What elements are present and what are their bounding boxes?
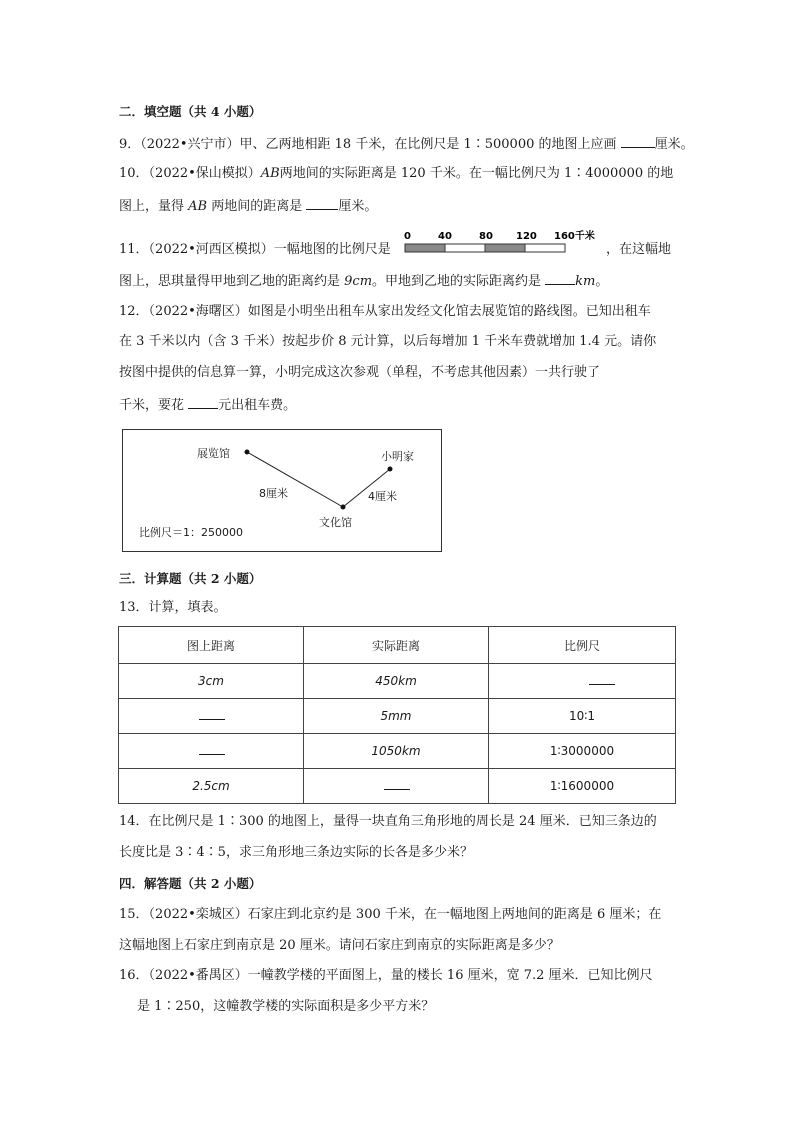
label-culture: 文化馆 xyxy=(319,516,352,529)
section-heading-calc: 三．计算题（共 2 小题） xyxy=(119,571,262,586)
cell-actual-distance[interactable] xyxy=(304,769,489,804)
scale-table xyxy=(118,626,676,804)
scale-bar-figure xyxy=(404,228,604,258)
route-diagram xyxy=(122,429,442,552)
q11-unit: km xyxy=(575,274,596,289)
cell-value: 5mm xyxy=(380,709,412,723)
cell-value: 1∶1600000 xyxy=(549,779,615,793)
answer-blank[interactable] xyxy=(199,744,225,755)
col-header-scale: 比例尺 xyxy=(489,627,676,664)
q12-answer-blank[interactable] xyxy=(188,394,218,409)
section-heading-solve: 四．解答题（共 2 小题） xyxy=(119,876,262,891)
cell-map-distance[interactable] xyxy=(119,734,304,769)
col-header-map-distance: 图上距离 xyxy=(119,627,304,664)
table-row xyxy=(119,769,676,804)
label-distance-8: 8厘米 xyxy=(259,487,288,500)
table-row xyxy=(119,734,676,769)
table-row xyxy=(119,699,676,734)
question-14-line1: 14．在比例尺是 1∶300 的地图上，量得一块直角三角形地的周长是 24 厘米．已知三条边的 xyxy=(119,814,657,829)
table-header-row xyxy=(119,627,676,664)
q11-line2-text: 图上，思琪量得甲地到乙地的距离约是 xyxy=(119,274,345,289)
question-11-line1 xyxy=(119,240,391,260)
q10-text: 10．（2022•保山模拟） xyxy=(119,166,261,181)
cell-value: 2.5cm xyxy=(192,779,230,793)
cell-map-distance xyxy=(119,769,304,804)
question-16-line2: 是 1∶250，这幢教学楼的实际面积是多少平方米？ xyxy=(137,999,435,1014)
q12-line4-suffix: 元出租车费。 xyxy=(218,398,297,413)
cell-map-distance[interactable] xyxy=(119,699,304,734)
q10-var: AB xyxy=(260,166,280,181)
q10-suffix: 厘米。 xyxy=(338,199,378,214)
q9-suffix: 厘米。 xyxy=(654,137,694,152)
question-16-line1: 16．（2022•番禺区）一幢教学楼的平面图上，量的楼长 16 厘米，宽 7.2 厘米．已知比例尺 xyxy=(119,968,653,983)
cell-scale xyxy=(489,734,676,769)
cell-actual-distance xyxy=(304,699,489,734)
table-row xyxy=(119,664,676,699)
scale-segment-4 xyxy=(525,244,565,252)
q11-end: 。 xyxy=(595,274,609,289)
cell-value: 1∶3000000 xyxy=(549,744,615,758)
label-scale: 比例尺＝1：250000 xyxy=(139,526,243,539)
q9-answer-blank[interactable] xyxy=(621,133,655,148)
q12-line4-prefix: 千米，要花 xyxy=(119,398,189,413)
cell-value: 10∶1 xyxy=(568,709,596,723)
question-11-line2 xyxy=(119,270,608,292)
q11-var: 9cm xyxy=(344,274,373,289)
answer-blank[interactable] xyxy=(384,779,410,790)
question-12-line4 xyxy=(119,394,296,416)
cell-map-distance xyxy=(119,664,304,699)
scale-segment-1 xyxy=(405,244,445,252)
question-12-line1: 12．（2022•海曙区）如图是小明坐出租车从家出发经文化馆去展览馆的路线图。已知出租车 xyxy=(119,304,651,319)
q11-line2-mid: 。甲地到乙地的实际距离约是 xyxy=(372,274,546,289)
section-heading-fill: 二．填空题（共 4 小题） xyxy=(119,104,262,119)
question-13: 13．计算，填表。 xyxy=(119,600,227,615)
scale-segment-3 xyxy=(485,244,525,252)
q11-answer-blank[interactable] xyxy=(545,270,575,285)
question-12-line2: 在 3 千米以内（含 3 千米）按起步价 8 元计算，以后每增加 1 千米车费就增加 1.4 元。请你 xyxy=(119,334,657,349)
question-10-line1 xyxy=(119,164,673,184)
q11-text: 11．（2022•河西区模拟）一幅地图的比例尺是 xyxy=(119,242,391,257)
exhibition-point xyxy=(245,450,250,455)
question-10-line2 xyxy=(119,195,377,217)
q10-line2-prefix: 图上，量得 xyxy=(119,199,189,214)
cell-scale xyxy=(489,699,676,734)
label-distance-4: 4厘米 xyxy=(368,490,397,503)
q10-answer-blank[interactable] xyxy=(306,195,338,210)
scale-tick-0: 0 xyxy=(404,231,411,242)
cell-scale[interactable] xyxy=(489,664,676,699)
cell-actual-distance xyxy=(304,664,489,699)
scale-segment-2 xyxy=(445,244,485,252)
answer-blank[interactable] xyxy=(589,674,615,685)
q10-line2-mid: 两地间的距离是 xyxy=(207,199,307,214)
cell-value: 1050km xyxy=(371,744,421,758)
cell-value: 450km xyxy=(375,674,417,688)
q9-text: 9．（2022•兴宁市）甲、乙两地相距 18 千米，在比例尺是 1∶500000 的地图上应画 xyxy=(119,137,621,152)
question-12-line3: 按图中提供的信息算一算，小明完成这次参观（单程，不考虑其他因素）一共行驶了 xyxy=(119,365,601,380)
culture-point xyxy=(341,505,346,510)
scale-tick-120: 120 xyxy=(516,231,537,242)
scale-tick-80: 80 xyxy=(479,231,493,242)
question-15-line1: 15．（2022•栾城区）石家庄到北京约是 300 千米，在一幅地图上两地间的距离是 6 厘米；在 xyxy=(119,907,662,922)
question-14-line2: 长度比是 3∶4∶5，求三角形地三条边实际的长各是多少米？ xyxy=(119,845,473,860)
col-header-actual-distance: 实际距离 xyxy=(304,627,489,664)
scale-tick-40: 40 xyxy=(438,231,452,242)
home-point xyxy=(388,467,393,472)
question-15-line2: 这幅地图上石家庄到南京是 20 厘米。请问石家庄到南京的实际距离是多少？ xyxy=(119,938,560,953)
cell-scale xyxy=(489,769,676,804)
q10-text-mid: 两地间的实际距离是 120 千米。在一幅比例尺为 1∶4000000 的地 xyxy=(279,166,674,181)
cell-actual-distance xyxy=(304,734,489,769)
label-home: 小明家 xyxy=(381,450,414,463)
cell-value: 3cm xyxy=(198,674,224,688)
q10-line2-var: AB xyxy=(188,199,208,214)
scale-tick-160: 160千米 xyxy=(554,231,595,242)
label-exhibition: 展览馆 xyxy=(197,447,230,460)
question-11-line1-end: ，在这幅地 xyxy=(606,242,672,257)
answer-blank[interactable] xyxy=(199,709,225,720)
question-9 xyxy=(119,133,694,155)
